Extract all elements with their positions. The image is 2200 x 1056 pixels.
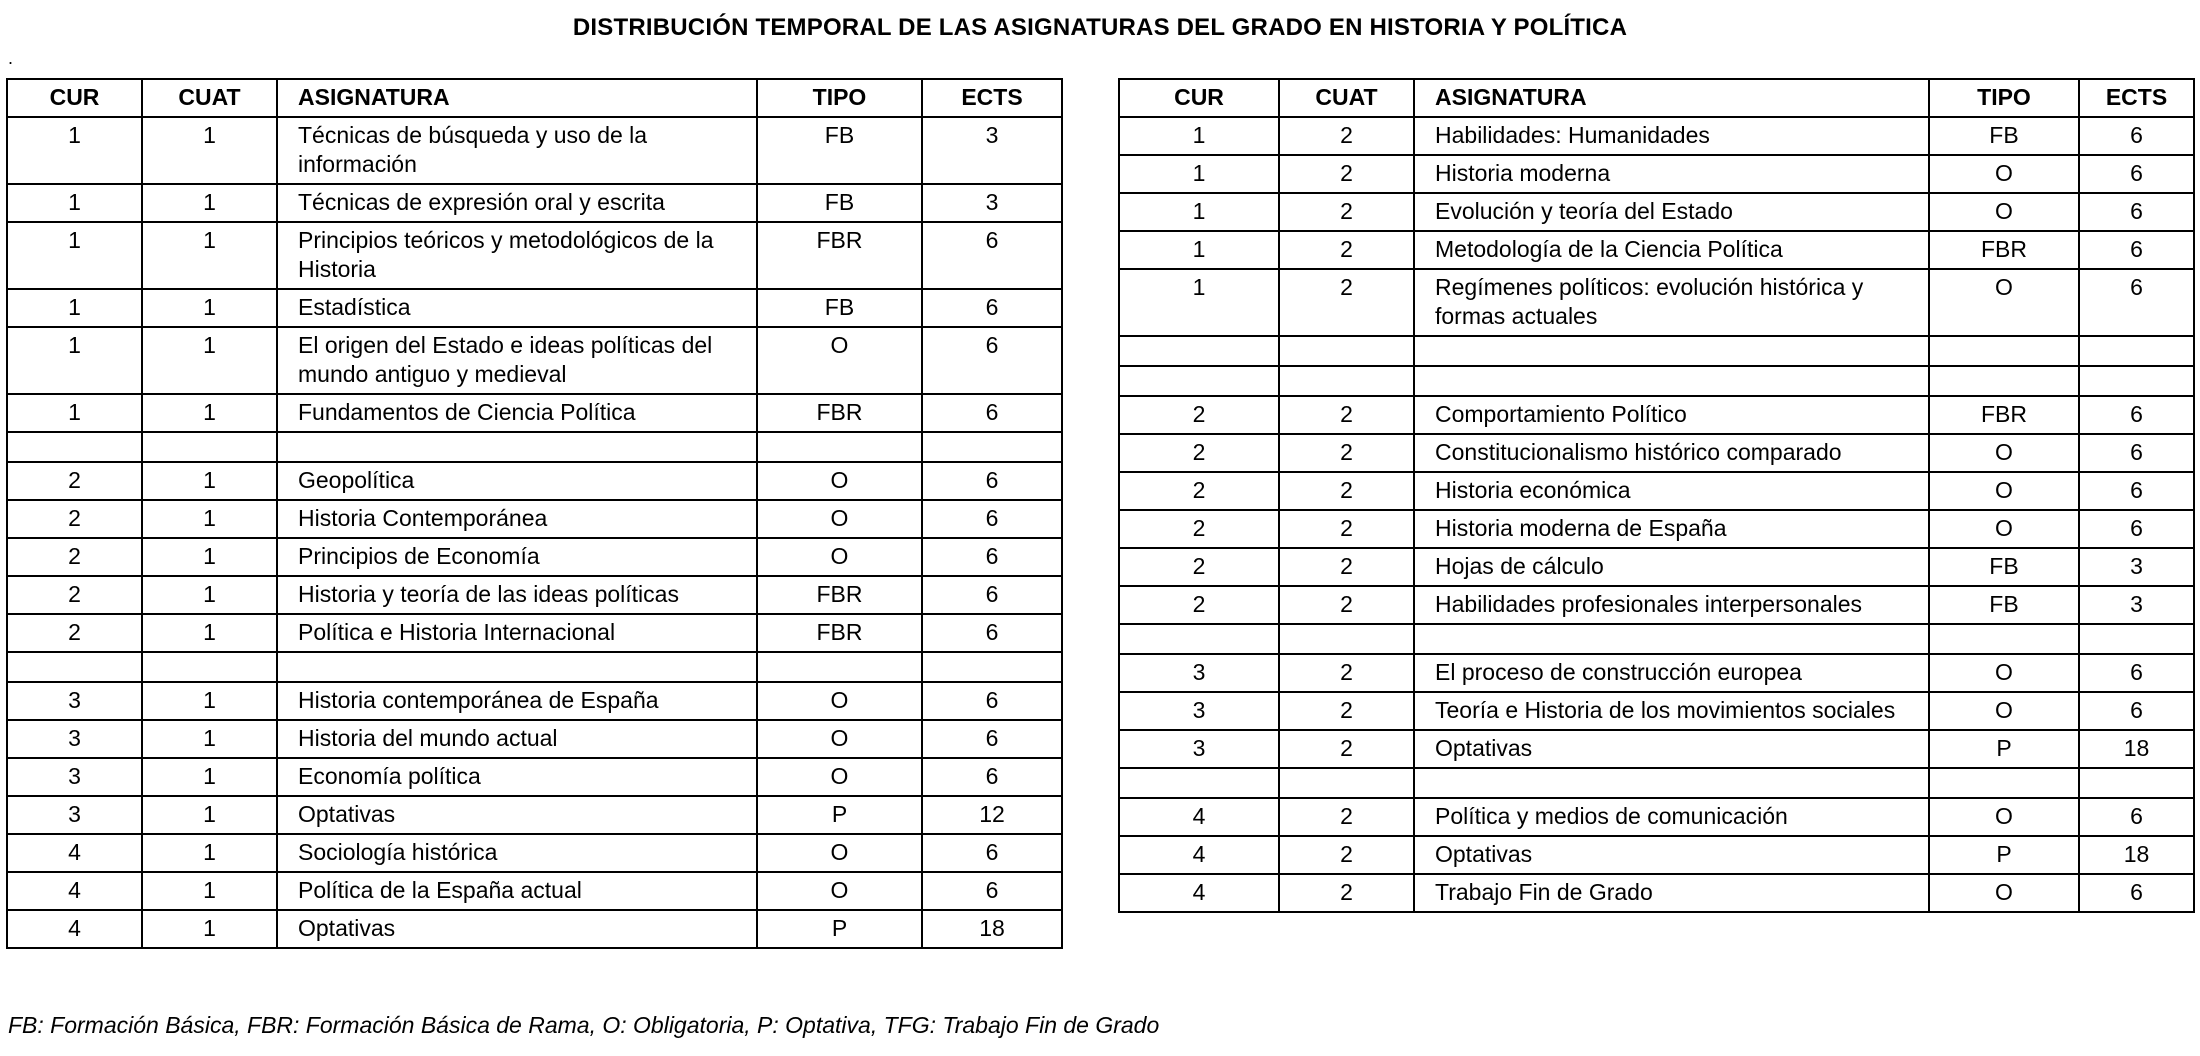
cell-tipo: FBR	[1929, 231, 2079, 269]
cell-tipo: O	[1929, 510, 2079, 548]
stray-dot: .	[8, 48, 14, 68]
cell-tipo: O	[1929, 155, 2079, 193]
cell-cur	[7, 432, 142, 462]
cell-cur: 1	[1119, 269, 1279, 336]
cell-ects: 6	[922, 614, 1062, 652]
cell-cur: 2	[1119, 472, 1279, 510]
cell-cur: 4	[1119, 874, 1279, 912]
header-cur: CUR	[1119, 79, 1279, 117]
header-cur: CUR	[7, 79, 142, 117]
table-row	[1119, 510, 2194, 548]
cell-cuat: 2	[1279, 117, 1414, 155]
table-row	[7, 289, 1062, 327]
cell-tipo: O	[757, 872, 922, 910]
table-row	[7, 327, 1062, 394]
cell-cur	[1119, 768, 1279, 798]
cell-ects: 6	[2079, 874, 2194, 912]
cell-asignatura: Estadística	[277, 289, 757, 327]
cell-asignatura: Historia y teoría de las ideas políticas	[277, 576, 757, 614]
cell-cur: 3	[1119, 730, 1279, 768]
table-row	[7, 796, 1062, 834]
cell-ects: 6	[2079, 396, 2194, 434]
cell-cuat: 1	[142, 576, 277, 614]
cell-ects: 12	[922, 796, 1062, 834]
cell-asignatura: Optativas	[277, 796, 757, 834]
cell-ects: 18	[922, 910, 1062, 948]
cell-tipo: O	[757, 462, 922, 500]
table-row	[7, 432, 1062, 462]
cell-cuat: 2	[1279, 874, 1414, 912]
cell-ects: 6	[2079, 155, 2194, 193]
header-asignatura: ASIGNATURA	[1414, 79, 1929, 117]
cell-ects: 6	[922, 872, 1062, 910]
cell-cur: 3	[1119, 654, 1279, 692]
cell-cur: 1	[7, 117, 142, 184]
cell-cuat: 2	[1279, 396, 1414, 434]
cell-cuat: 2	[1279, 231, 1414, 269]
cell-cur: 2	[7, 538, 142, 576]
cell-asignatura: Optativas	[1414, 730, 1929, 768]
table-row	[1119, 730, 2194, 768]
cell-tipo	[757, 652, 922, 682]
cell-cuat	[1279, 768, 1414, 798]
cell-tipo: O	[1929, 472, 2079, 510]
cell-cuat: 1	[142, 184, 277, 222]
cell-ects: 3	[922, 117, 1062, 184]
cell-cur: 2	[1119, 510, 1279, 548]
cell-cur	[7, 652, 142, 682]
cell-ects: 6	[922, 222, 1062, 289]
cell-ects: 6	[2079, 434, 2194, 472]
cell-asignatura: Regímenes políticos: evolución histórica y formas actuales	[1414, 269, 1929, 336]
table-row	[1119, 434, 2194, 472]
cell-tipo: FB	[1929, 117, 2079, 155]
cell-ects	[2079, 366, 2194, 396]
cell-asignatura: Política e Historia Internacional	[277, 614, 757, 652]
cell-tipo: O	[757, 327, 922, 394]
cell-asignatura: Historia del mundo actual	[277, 720, 757, 758]
cell-asignatura: Optativas	[277, 910, 757, 948]
cell-cuat	[1279, 336, 1414, 366]
cell-cur: 1	[1119, 231, 1279, 269]
cell-cuat	[142, 432, 277, 462]
cell-asignatura: El proceso de construcción europea	[1414, 654, 1929, 692]
cell-cuat: 1	[142, 682, 277, 720]
cell-ects	[2079, 624, 2194, 654]
table-row	[7, 394, 1062, 432]
table-row	[1119, 768, 2194, 798]
cell-cur: 1	[7, 394, 142, 432]
cell-asignatura	[277, 432, 757, 462]
cell-asignatura	[1414, 336, 1929, 366]
cell-cuat: 2	[1279, 548, 1414, 586]
cell-tipo: FB	[1929, 548, 2079, 586]
cell-cuat: 2	[1279, 798, 1414, 836]
cell-ects: 6	[922, 758, 1062, 796]
table-row	[1119, 472, 2194, 510]
cell-asignatura: Teoría e Historia de los movimientos sociales	[1414, 692, 1929, 730]
table-header-row	[7, 79, 1062, 117]
cell-asignatura: Historia Contemporánea	[277, 500, 757, 538]
cell-ects: 3	[2079, 548, 2194, 586]
header-ects: ECTS	[922, 79, 1062, 117]
table-row	[1119, 117, 2194, 155]
cell-cur: 2	[7, 500, 142, 538]
cell-tipo: O	[1929, 434, 2079, 472]
cell-cuat: 1	[142, 394, 277, 432]
table-row	[7, 758, 1062, 796]
header-tipo: TIPO	[1929, 79, 2079, 117]
cell-cuat: 1	[142, 222, 277, 289]
cell-ects: 6	[2079, 231, 2194, 269]
cell-ects: 18	[2079, 836, 2194, 874]
cell-asignatura: Constitucionalismo histórico comparado	[1414, 434, 1929, 472]
cell-tipo: O	[757, 720, 922, 758]
cell-asignatura: Política y medios de comunicación	[1414, 798, 1929, 836]
cell-cuat: 2	[1279, 510, 1414, 548]
cell-tipo: FBR	[757, 222, 922, 289]
header-asignatura: ASIGNATURA	[277, 79, 757, 117]
cell-ects: 6	[2079, 510, 2194, 548]
table-row	[1119, 548, 2194, 586]
cell-asignatura: Optativas	[1414, 836, 1929, 874]
table-row	[1119, 193, 2194, 231]
cell-asignatura	[1414, 624, 1929, 654]
cell-ects: 6	[2079, 269, 2194, 336]
cell-ects: 6	[922, 538, 1062, 576]
header-tipo: TIPO	[757, 79, 922, 117]
cell-cur: 3	[7, 720, 142, 758]
cell-tipo: FBR	[757, 394, 922, 432]
cell-cur: 4	[7, 872, 142, 910]
cell-cuat: 2	[1279, 730, 1414, 768]
header-ects: ECTS	[2079, 79, 2194, 117]
cell-cuat: 1	[142, 500, 277, 538]
cell-cuat: 1	[142, 117, 277, 184]
cell-asignatura: Comportamiento Político	[1414, 396, 1929, 434]
cell-ects: 6	[2079, 193, 2194, 231]
cell-tipo: O	[1929, 874, 2079, 912]
cell-asignatura: Sociología histórica	[277, 834, 757, 872]
cell-ects: 3	[922, 184, 1062, 222]
table-row	[7, 682, 1062, 720]
cell-cuat	[1279, 624, 1414, 654]
cell-cur: 1	[7, 184, 142, 222]
table-row	[1119, 874, 2194, 912]
cell-ects: 6	[2079, 117, 2194, 155]
cell-tipo: O	[1929, 654, 2079, 692]
cell-cuat: 2	[1279, 193, 1414, 231]
cell-ects: 6	[2079, 654, 2194, 692]
cell-asignatura: Economía política	[277, 758, 757, 796]
cell-cuat: 1	[142, 614, 277, 652]
left-semester-table	[6, 78, 1063, 949]
cell-ects: 6	[922, 289, 1062, 327]
cell-asignatura	[277, 652, 757, 682]
cell-tipo	[1929, 768, 2079, 798]
cell-tipo: FBR	[1929, 396, 2079, 434]
cell-tipo: FBR	[757, 614, 922, 652]
header-cuat: CUAT	[142, 79, 277, 117]
cell-cuat: 2	[1279, 692, 1414, 730]
page-title: DISTRIBUCIÓN TEMPORAL DE LAS ASIGNATURAS DEL GRADO EN HISTORIA Y POLÍTICA	[572, 14, 1628, 41]
cell-tipo: P	[757, 910, 922, 948]
cell-cur: 3	[1119, 692, 1279, 730]
cell-cuat: 2	[1279, 586, 1414, 624]
table-row	[1119, 269, 2194, 336]
cell-asignatura	[1414, 768, 1929, 798]
cell-cuat: 1	[142, 538, 277, 576]
cell-cuat: 1	[142, 834, 277, 872]
table-row	[7, 576, 1062, 614]
table-row	[7, 652, 1062, 682]
legend: FB: Formación Básica, FBR: Formación Básica de Rama, O: Obligatoria, P: Optativa, TFG: Trabajo Fin de Grado	[8, 1012, 1160, 1038]
cell-asignatura: Habilidades profesionales interpersonales	[1414, 586, 1929, 624]
cell-asignatura: Política de la España actual	[277, 872, 757, 910]
cell-cur: 2	[1119, 434, 1279, 472]
cell-cur: 2	[1119, 396, 1279, 434]
cell-asignatura: Técnicas de expresión oral y escrita	[277, 184, 757, 222]
table-row	[7, 614, 1062, 652]
cell-asignatura: Geopolítica	[277, 462, 757, 500]
cell-cuat: 2	[1279, 836, 1414, 874]
cell-cur: 3	[7, 758, 142, 796]
header-cuat: CUAT	[1279, 79, 1414, 117]
cell-asignatura: El origen del Estado e ideas políticas del mundo antiguo y medieval	[277, 327, 757, 394]
cell-tipo: P	[1929, 730, 2079, 768]
cell-tipo: O	[757, 500, 922, 538]
cell-cuat: 1	[142, 720, 277, 758]
cell-ects	[2079, 768, 2194, 798]
cell-cuat: 1	[142, 872, 277, 910]
cell-cuat: 1	[142, 327, 277, 394]
table-row	[1119, 336, 2194, 366]
table-row	[1119, 654, 2194, 692]
cell-cur: 4	[7, 910, 142, 948]
cell-tipo: FBR	[757, 576, 922, 614]
cell-ects: 6	[922, 682, 1062, 720]
cell-tipo: O	[757, 538, 922, 576]
cell-ects: 6	[2079, 472, 2194, 510]
cell-asignatura: Principios teóricos y metodológicos de la Historia	[277, 222, 757, 289]
cell-cur: 2	[1119, 586, 1279, 624]
cell-tipo: P	[1929, 836, 2079, 874]
table-row	[7, 222, 1062, 289]
cell-tipo: O	[757, 834, 922, 872]
cell-cur: 2	[1119, 548, 1279, 586]
cell-tipo: O	[1929, 798, 2079, 836]
cell-ects: 6	[922, 394, 1062, 432]
table-row	[7, 720, 1062, 758]
cell-tipo	[1929, 624, 2079, 654]
cell-ects: 18	[2079, 730, 2194, 768]
cell-asignatura: Historia moderna	[1414, 155, 1929, 193]
cell-tipo: P	[757, 796, 922, 834]
cell-cur: 4	[7, 834, 142, 872]
cell-asignatura: Evolución y teoría del Estado	[1414, 193, 1929, 231]
cell-asignatura: Principios de Economía	[277, 538, 757, 576]
table-row	[7, 910, 1062, 948]
table-row	[1119, 586, 2194, 624]
table-row	[7, 872, 1062, 910]
table-row	[7, 538, 1062, 576]
table-header-row	[1119, 79, 2194, 117]
cell-ects: 6	[922, 834, 1062, 872]
cell-cur: 4	[1119, 836, 1279, 874]
cell-cuat	[1279, 366, 1414, 396]
cell-tipo	[1929, 336, 2079, 366]
table-row	[7, 500, 1062, 538]
table-row	[1119, 624, 2194, 654]
cell-cur	[1119, 336, 1279, 366]
cell-ects: 6	[922, 462, 1062, 500]
cell-asignatura: Trabajo Fin de Grado	[1414, 874, 1929, 912]
cell-tipo: O	[1929, 193, 2079, 231]
cell-asignatura: Técnicas de búsqueda y uso de la información	[277, 117, 757, 184]
cell-cuat: 1	[142, 758, 277, 796]
cell-cuat: 2	[1279, 472, 1414, 510]
cell-cur: 1	[7, 222, 142, 289]
cell-cur: 4	[1119, 798, 1279, 836]
right-semester-table	[1118, 78, 2195, 913]
cell-ects: 6	[2079, 692, 2194, 730]
cell-cuat	[142, 652, 277, 682]
cell-cuat: 1	[142, 796, 277, 834]
cell-cur	[1119, 624, 1279, 654]
cell-tipo: FB	[757, 184, 922, 222]
cell-asignatura: Historia contemporánea de España	[277, 682, 757, 720]
table-row	[1119, 836, 2194, 874]
cell-cuat: 1	[142, 462, 277, 500]
cell-asignatura: Metodología de la Ciencia Política	[1414, 231, 1929, 269]
cell-ects: 6	[922, 720, 1062, 758]
table-row	[7, 184, 1062, 222]
table-row	[1119, 396, 2194, 434]
cell-ects	[2079, 336, 2194, 366]
cell-cuat: 1	[142, 910, 277, 948]
cell-tipo: O	[1929, 269, 2079, 336]
cell-cur: 1	[1119, 193, 1279, 231]
cell-cuat: 2	[1279, 155, 1414, 193]
cell-ects: 6	[922, 327, 1062, 394]
table-row	[1119, 231, 2194, 269]
cell-cuat: 2	[1279, 434, 1414, 472]
cell-tipo	[1929, 366, 2079, 396]
cell-tipo	[757, 432, 922, 462]
cell-ects	[922, 652, 1062, 682]
table-row	[7, 834, 1062, 872]
table-row	[7, 462, 1062, 500]
table-row	[1119, 798, 2194, 836]
cell-asignatura: Habilidades: Humanidades	[1414, 117, 1929, 155]
cell-tipo: FB	[757, 289, 922, 327]
cell-cuat: 2	[1279, 654, 1414, 692]
cell-cur: 1	[7, 327, 142, 394]
cell-ects	[922, 432, 1062, 462]
cell-cur: 2	[7, 462, 142, 500]
cell-ects: 6	[922, 576, 1062, 614]
cell-tipo: FB	[757, 117, 922, 184]
cell-tipo: O	[757, 682, 922, 720]
cell-cur: 1	[7, 289, 142, 327]
cell-asignatura: Historia moderna de España	[1414, 510, 1929, 548]
cell-ects: 3	[2079, 586, 2194, 624]
cell-asignatura: Historia económica	[1414, 472, 1929, 510]
cell-asignatura: Fundamentos de Ciencia Política	[277, 394, 757, 432]
cell-cur: 1	[1119, 155, 1279, 193]
table-row	[1119, 366, 2194, 396]
table-row	[7, 117, 1062, 184]
cell-cur: 3	[7, 682, 142, 720]
cell-cur	[1119, 366, 1279, 396]
cell-cuat: 2	[1279, 269, 1414, 336]
cell-asignatura	[1414, 366, 1929, 396]
cell-asignatura: Hojas de cálculo	[1414, 548, 1929, 586]
table-row	[1119, 155, 2194, 193]
table-row	[1119, 692, 2194, 730]
cell-cur: 1	[1119, 117, 1279, 155]
cell-ects: 6	[2079, 798, 2194, 836]
cell-tipo: O	[1929, 692, 2079, 730]
cell-ects: 6	[922, 500, 1062, 538]
cell-cur: 2	[7, 614, 142, 652]
cell-cur: 3	[7, 796, 142, 834]
cell-cuat: 1	[142, 289, 277, 327]
cell-tipo: FB	[1929, 586, 2079, 624]
cell-cur: 2	[7, 576, 142, 614]
cell-tipo: O	[757, 758, 922, 796]
